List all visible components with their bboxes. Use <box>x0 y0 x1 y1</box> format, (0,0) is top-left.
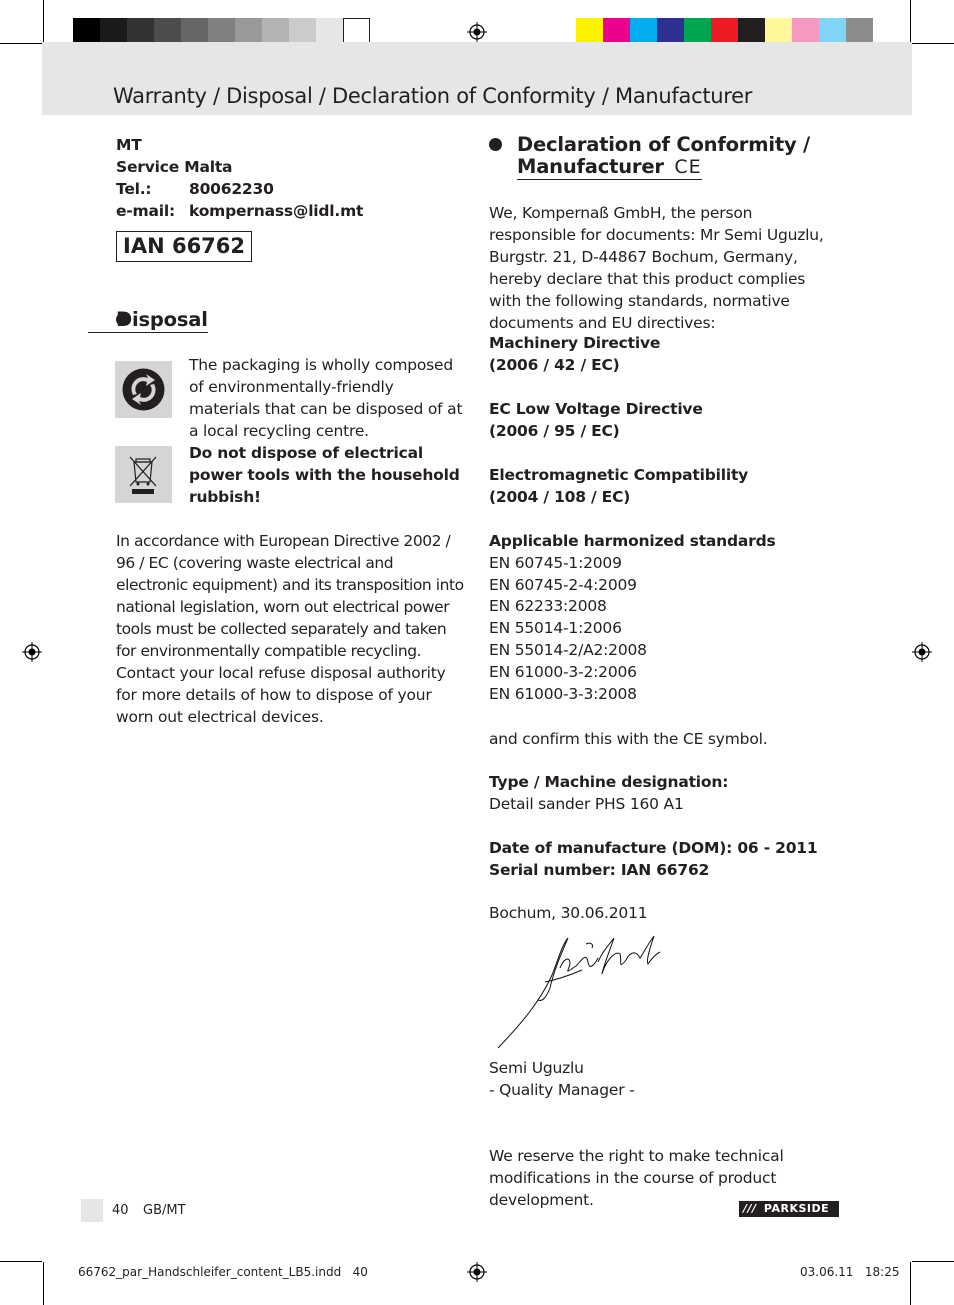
directive-name: Machinery Directive <box>489 334 661 352</box>
confirm-text: and confirm this with the CE symbol. <box>489 730 768 748</box>
tel-value: 80062230 <box>189 180 274 198</box>
registration-mark-icon <box>467 22 487 42</box>
bullet-icon <box>489 138 502 151</box>
registration-mark-icon <box>467 1262 487 1282</box>
registration-mark-icon <box>912 642 932 662</box>
signer-name: Semi Uguzlu <box>489 1059 584 1077</box>
timestamp: 03.06.11 18:25 <box>800 1265 900 1279</box>
disposal-heading-text: Disposal <box>88 308 208 333</box>
ce-mark: CE <box>674 156 702 178</box>
declaration-heading-line1: Declaration of Conformity / <box>517 133 810 156</box>
directive-code: (2006 / 95 / EC) <box>489 422 620 440</box>
standard-item: EN 61000-3-2:2006 <box>489 663 637 681</box>
standard-item: EN 60745-2-4:2009 <box>489 576 637 594</box>
crossed-out-bin-icon <box>115 446 172 503</box>
directive-code: (2004 / 108 / EC) <box>489 488 631 506</box>
packaging-text: The packaging is wholly composed of environmentally-friendly materials that can be disposed of at a local recycling centre. <box>189 356 463 440</box>
declaration-heading <box>517 134 810 180</box>
registration-mark-icon <box>22 642 42 662</box>
crop-mark <box>912 1261 954 1262</box>
file-info: 66762_par_Handschleifer_content_LB5.indd 40 <box>78 1265 368 1279</box>
recycling-symbol-icon <box>115 361 172 418</box>
crop-mark <box>912 43 954 44</box>
directive-name: EC Low Voltage Directive <box>489 400 703 418</box>
directive-name: Electromagnetic Compatibility <box>489 466 749 484</box>
page-title: Warranty / Disposal / Declaration of Conformity / Manufacturer <box>113 84 753 108</box>
declaration-intro: We, Kompernaß GmbH, the person responsible for documents: Mr Semi Uguzlu, Burgstr. 21, D-44867 Bochum, Germany, hereby declare that this product complies with the following standards, normative documents and EU directives: <box>489 204 824 332</box>
email-label: e-mail: <box>116 202 175 220</box>
directive-paragraph: In accordance with European Directive 2002 / 96 / EC (covering waste electrical and electronic equipment) and its transposition into national legislation, worn out electrical power tools must be collected separately and taken for environmentally compatible recycling. <box>116 532 464 660</box>
page-number: 40 <box>112 1203 129 1218</box>
crop-mark <box>0 1261 42 1262</box>
ian-box: IAN 66762 <box>116 231 252 262</box>
page-number-tab <box>81 1199 103 1222</box>
standard-item: EN 55014-2/A2:2008 <box>489 641 647 659</box>
crop-mark <box>910 1262 911 1305</box>
date-of-manufacture: Date of manufacture (DOM): 06 - 2011 <box>489 839 818 857</box>
standards-heading: Applicable harmonized standards <box>489 532 776 550</box>
serial-number: Serial number: IAN 66762 <box>489 861 710 879</box>
crop-mark <box>43 0 44 42</box>
disposal-heading <box>116 309 231 331</box>
standard-item: EN 62233:2008 <box>489 597 607 615</box>
signature <box>490 930 670 1055</box>
logo-stripes-icon: /// <box>743 1202 757 1215</box>
service-country: MT <box>116 136 142 154</box>
place-date: Bochum, 30.06.2011 <box>489 904 648 922</box>
directive-code: (2006 / 42 / EC) <box>489 356 620 374</box>
type-value: Detail sander PHS 160 A1 <box>489 795 684 813</box>
service-name: Service Malta <box>116 158 233 176</box>
email-value: kompernass@lidl.mt <box>189 202 364 220</box>
locale-label: GB/MT <box>143 1203 186 1218</box>
type-label: Type / Machine designation: <box>489 773 729 791</box>
declaration-heading-line2: Manufacturer <box>517 155 664 178</box>
tel-label: Tel.: <box>116 180 152 198</box>
closing-note: We reserve the right to make technical modifications in the course of product development. <box>489 1147 784 1209</box>
signer-role: - Quality Manager - <box>489 1081 635 1099</box>
crop-mark <box>910 0 911 42</box>
crop-mark <box>43 1262 44 1305</box>
crop-mark <box>0 43 42 44</box>
parkside-logo <box>739 1201 839 1217</box>
brand-name: PARKSIDE <box>763 1202 830 1215</box>
standard-item: EN 61000-3-3:2008 <box>489 685 637 703</box>
contact-paragraph: Contact your local refuse disposal authority for more details of how to dispose of your worn out electrical devices. <box>116 664 446 726</box>
standard-item: EN 55014-1:2006 <box>489 619 622 637</box>
standard-item: EN 60745-1:2009 <box>489 554 622 572</box>
electrical-warning-text: Do not dispose of electrical power tools with the household rubbish! <box>189 444 460 506</box>
